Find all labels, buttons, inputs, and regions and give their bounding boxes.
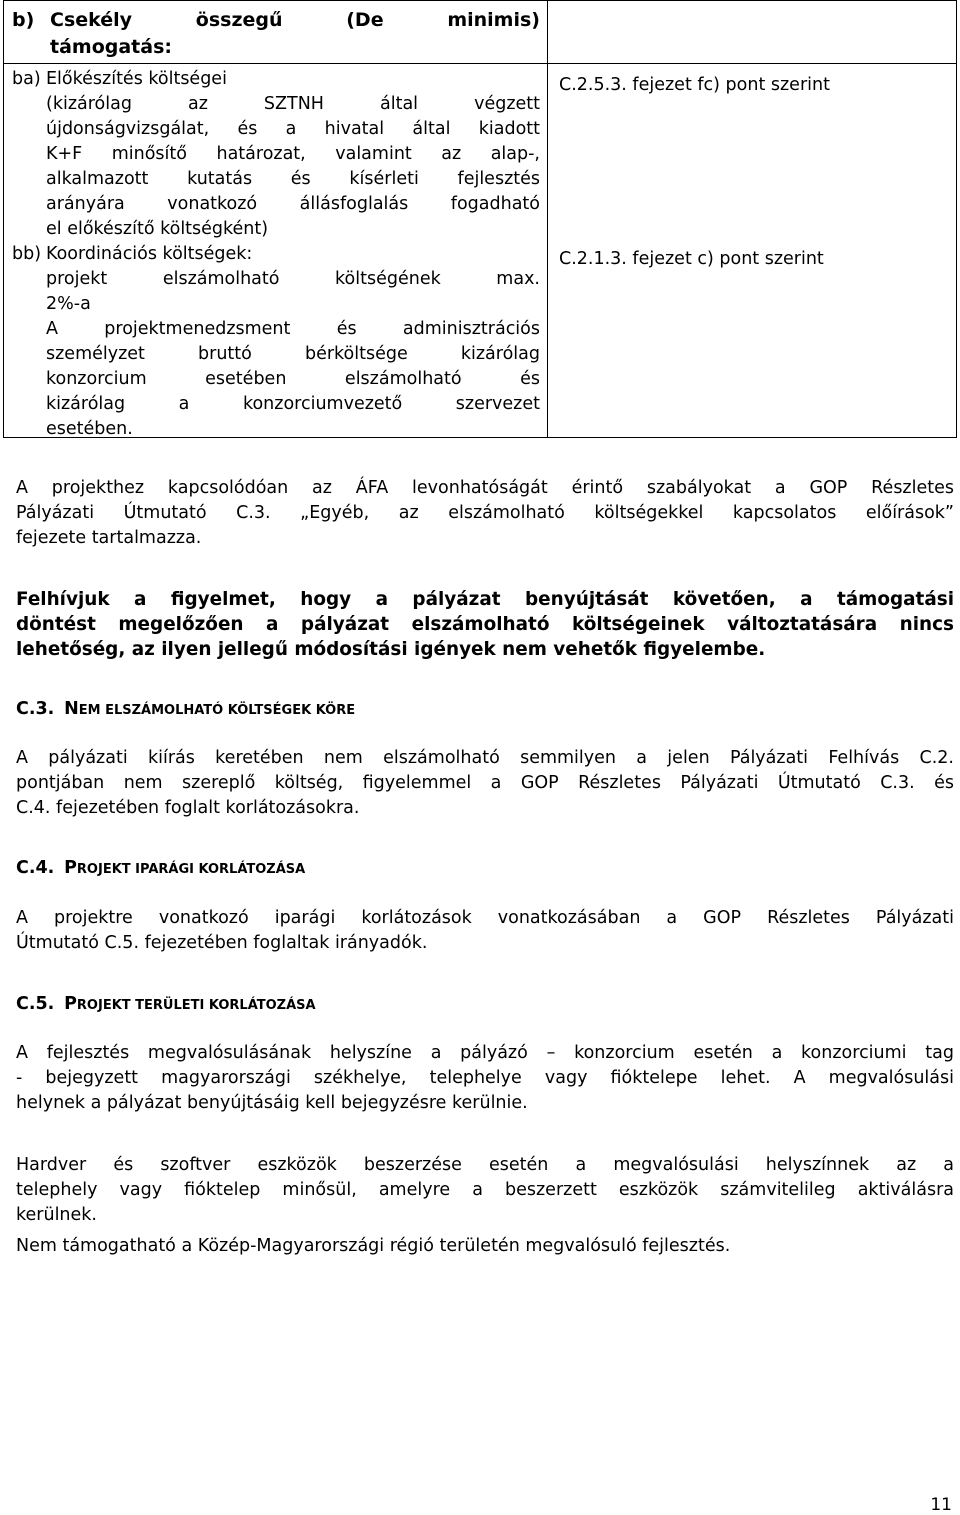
bb-label: bb) bbox=[12, 244, 42, 264]
row-ba: ba) Előkészítés költségei (kizárólag az SZTNH által végzett újdonságvizsgálat, és a hivatal által kiadott K+F minősítő határozat, valamint az alap-, alkalmazott kutatás és kísérleti fejlesztés arányára vonatkozó állásfoglalás fogadható el előkészítő költségként) bbox=[12, 69, 540, 239]
heading-c3-num: C.3. bbox=[16, 699, 55, 719]
ref-bb: C.2.1.3. fejezet c) pont szerint bbox=[559, 249, 824, 269]
row-b-label: b) bbox=[12, 9, 35, 31]
page-number: 11 bbox=[930, 1495, 952, 1515]
para-c5: A fejlesztés megvalósulásának helyszíne a pályázó – konzorcium esetén a konzorciumi tag - bejegyzett magyarországi székhelye, telephelye vagy fióktelepe lehet. A megvalósulási helynek a pályázat benyújtásáig kell bejegyzésre kerülnie. bbox=[16, 1043, 954, 1113]
para-c4: A projektre vonatkozó iparági korlátozások vonatkozásában a GOP Részletes Pályázati Útmutató C.5. fejezetében foglaltak irányadók. bbox=[16, 908, 954, 953]
table-row-divider bbox=[4, 63, 956, 64]
heading-c5-num: C.5. bbox=[16, 994, 55, 1014]
row-bb: bb) Koordinációs költségek: projekt elszámolható költségének max. 2%-a A projektmenedzsment és adminisztrációs személyzet bruttó bérköltsége kizárólag konzorcium esetében elszámolható és kizárólag a konzorciumvezető szervezet esetében. bbox=[12, 244, 540, 439]
para-c3: A pályázati kiírás keretében nem elszámolható semmilyen a jelen Pályázati Felhívás C.2. pontjában nem szereplő költség, figyelemmel a GOP Részletes Pályázati Útmutató C.3. és C.4. fejezetében foglalt korlátozásokra. bbox=[16, 748, 954, 818]
heading-c4: C.4. PROJEKT IPARÁGI KORLÁTOZÁSA bbox=[16, 858, 306, 878]
para-notice: Felhívjuk a figyelmet, hogy a pályázat benyújtását követően, a támogatási döntést megelőzően a pályázat elszámolható költségeinek változtatására nincs lehetőség, az ilyen jellegű módosítási igények nem vehetők figyelembe. bbox=[16, 589, 954, 660]
heading-c5: C.5. PROJEKT TERÜLETI KORLÁTOZÁSA bbox=[16, 994, 316, 1014]
heading-c4-num: C.4. bbox=[16, 858, 55, 878]
para-c5-hardware: Hardver és szoftver eszközök beszerzése esetén a megvalósulási helyszínnek az a telephely vagy fióktelep minősül, amelyre a beszerzett eszközök számvitelileg aktiválásra kerülnek. bbox=[16, 1155, 954, 1225]
cost-table bbox=[3, 0, 957, 438]
ref-ba: C.2.5.3. fejezet fc) pont szerint bbox=[559, 75, 830, 95]
ba-label: ba) bbox=[12, 69, 41, 89]
heading-c3: C.3. NEM ELSZÁMOLHATÓ KÖLTSÉGEK KÖRE bbox=[16, 699, 356, 719]
row-b-title-line2: támogatás: bbox=[50, 36, 172, 58]
row-b-header bbox=[12, 7, 540, 61]
row-b-title-line1: Csekély összegű (De minimis) bbox=[50, 9, 540, 31]
para-c5-excluded: Nem támogatható a Közép-Magyarországi régió területén megvalósuló fejlesztés. bbox=[16, 1236, 731, 1256]
para-afa: A projekthez kapcsolódóan az ÁFA levonhatóságát érintő szabályokat a GOP Részletes Pályázati Útmutató C.3. „Egyéb, az elszámolható költségekkel kapcsolatos előírások” fejezete tartalmazza. bbox=[16, 478, 954, 548]
table-column-divider bbox=[547, 1, 548, 437]
